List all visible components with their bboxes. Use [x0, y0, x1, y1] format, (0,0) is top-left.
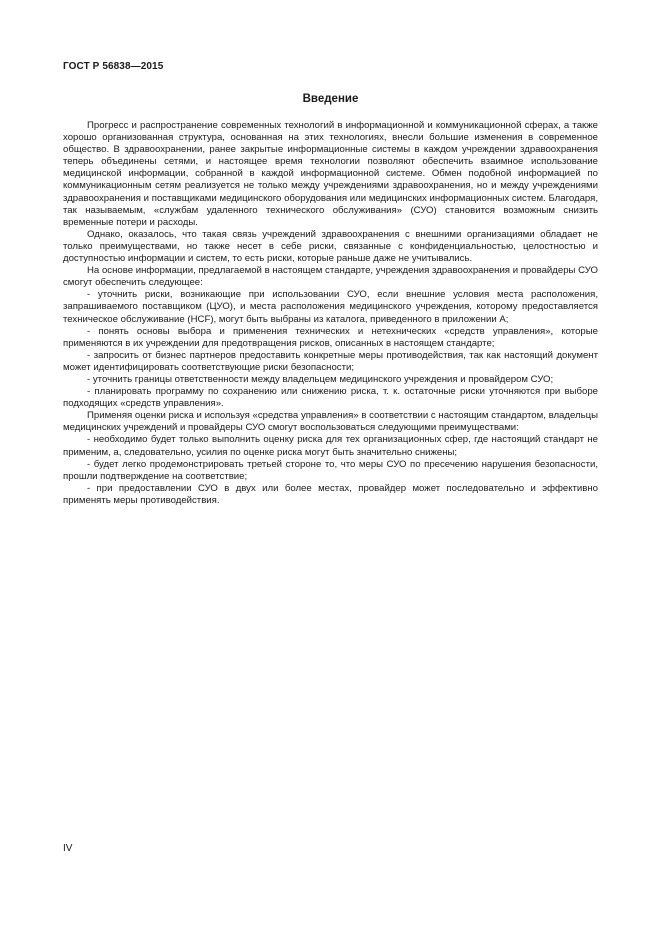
paragraph: На основе информации, предлагаемой в настоящем стандарте, учреждения здравоохранения и провайдеры СУО смогут обеспечить следующее:	[63, 265, 598, 289]
introduction-body	[63, 120, 598, 507]
list-item: - будет легко продемонстрировать третьей стороне то, что меры СУО по пресечению нарушения безопасности, прошли подтверждение на соответствие;	[63, 458, 598, 482]
paragraph: Однако, оказалось, что такая связь учреждений здравоохранения с внешними организациями обладает не только преимуществами, но также несет в себе риски, связанные с конфиденциальностью, целостностью и доступностью информации и систем, то есть риски, которые раньше даже не учитывались.	[63, 228, 598, 265]
paragraph: Прогресс и распространение современных технологий в информационной и коммуникационной сферах, а также хорошо организованная структура, основанная на этих технологиях, внесли большие изменения в современное общество. В здравоохранении, ранее закрытые информационные системы в каждом учреждении здравоохранения теперь объединены сетями, и настоящее время технологии позволяют обеспечить взаимное использование медицинской информации, собранной в каждой информационной системе. Обмен подобной информацией по коммуникационным сетям реализуется не только между учреждениями здравоохранения, но и между учреждениями здравоохранения и поставщиками медицинского оборудования или медицинских информационных систем. Благодаря, так называемым, «службам удаленного технического обслуживания» (СУО) становится возможным снизить временные потери и расходы.	[63, 120, 598, 228]
section-title: Введение	[302, 93, 359, 105]
list-item: - запросить от бизнес партнеров предоставить конкретные меры противодействия, так как настоящий документ может идентифицировать соответствующие риски безопасности;	[63, 349, 598, 373]
list-item: - уточнить риски, возникающие при использовании СУО, если внешние условия места расположения, запрашиваемого поставщиком (ЦУО), и места расположения медицинского учреждения, которому предоставляется техническое обслуживание (HCF), могут быть выбраны из каталога, приведенного в приложении А;	[63, 289, 598, 325]
list-item: - планировать программу по сохранению или снижению риска, т. к. остаточные риски уточняются при выборе подходящих «средств управления».	[63, 386, 598, 410]
list-item: - необходимо будет только выполнить оценку риска для тех организационных сфер, где настоящий стандарт не применим, а, следовательно, усилия по оценке риска могут быть значительно снижены;	[63, 434, 598, 458]
page-number: IV	[63, 843, 73, 854]
list-item: - уточнить границы ответственности между владельцем медицинского учреждения и провайдером СУО;	[87, 373, 554, 385]
standard-code: ГОСТ Р 56838—2015	[63, 61, 164, 72]
list-item: - понять основы выбора и применения технических и нетехнических «средств управления», которые применяются в их учреждении для предотвращения рисков, описанных в настоящем стандарте;	[63, 325, 598, 349]
list-item: - при предоставлении СУО в двух или более местах, провайдер может последовательно и эффективно применять меры противодействия.	[63, 482, 598, 506]
paragraph: Применяя оценки риска и используя «средства управления» в соответствии с настоящим стандартом, владельцы медицинских учреждений и провайдеры СУО смогут воспользоваться следующими преимуществами:	[63, 410, 598, 434]
